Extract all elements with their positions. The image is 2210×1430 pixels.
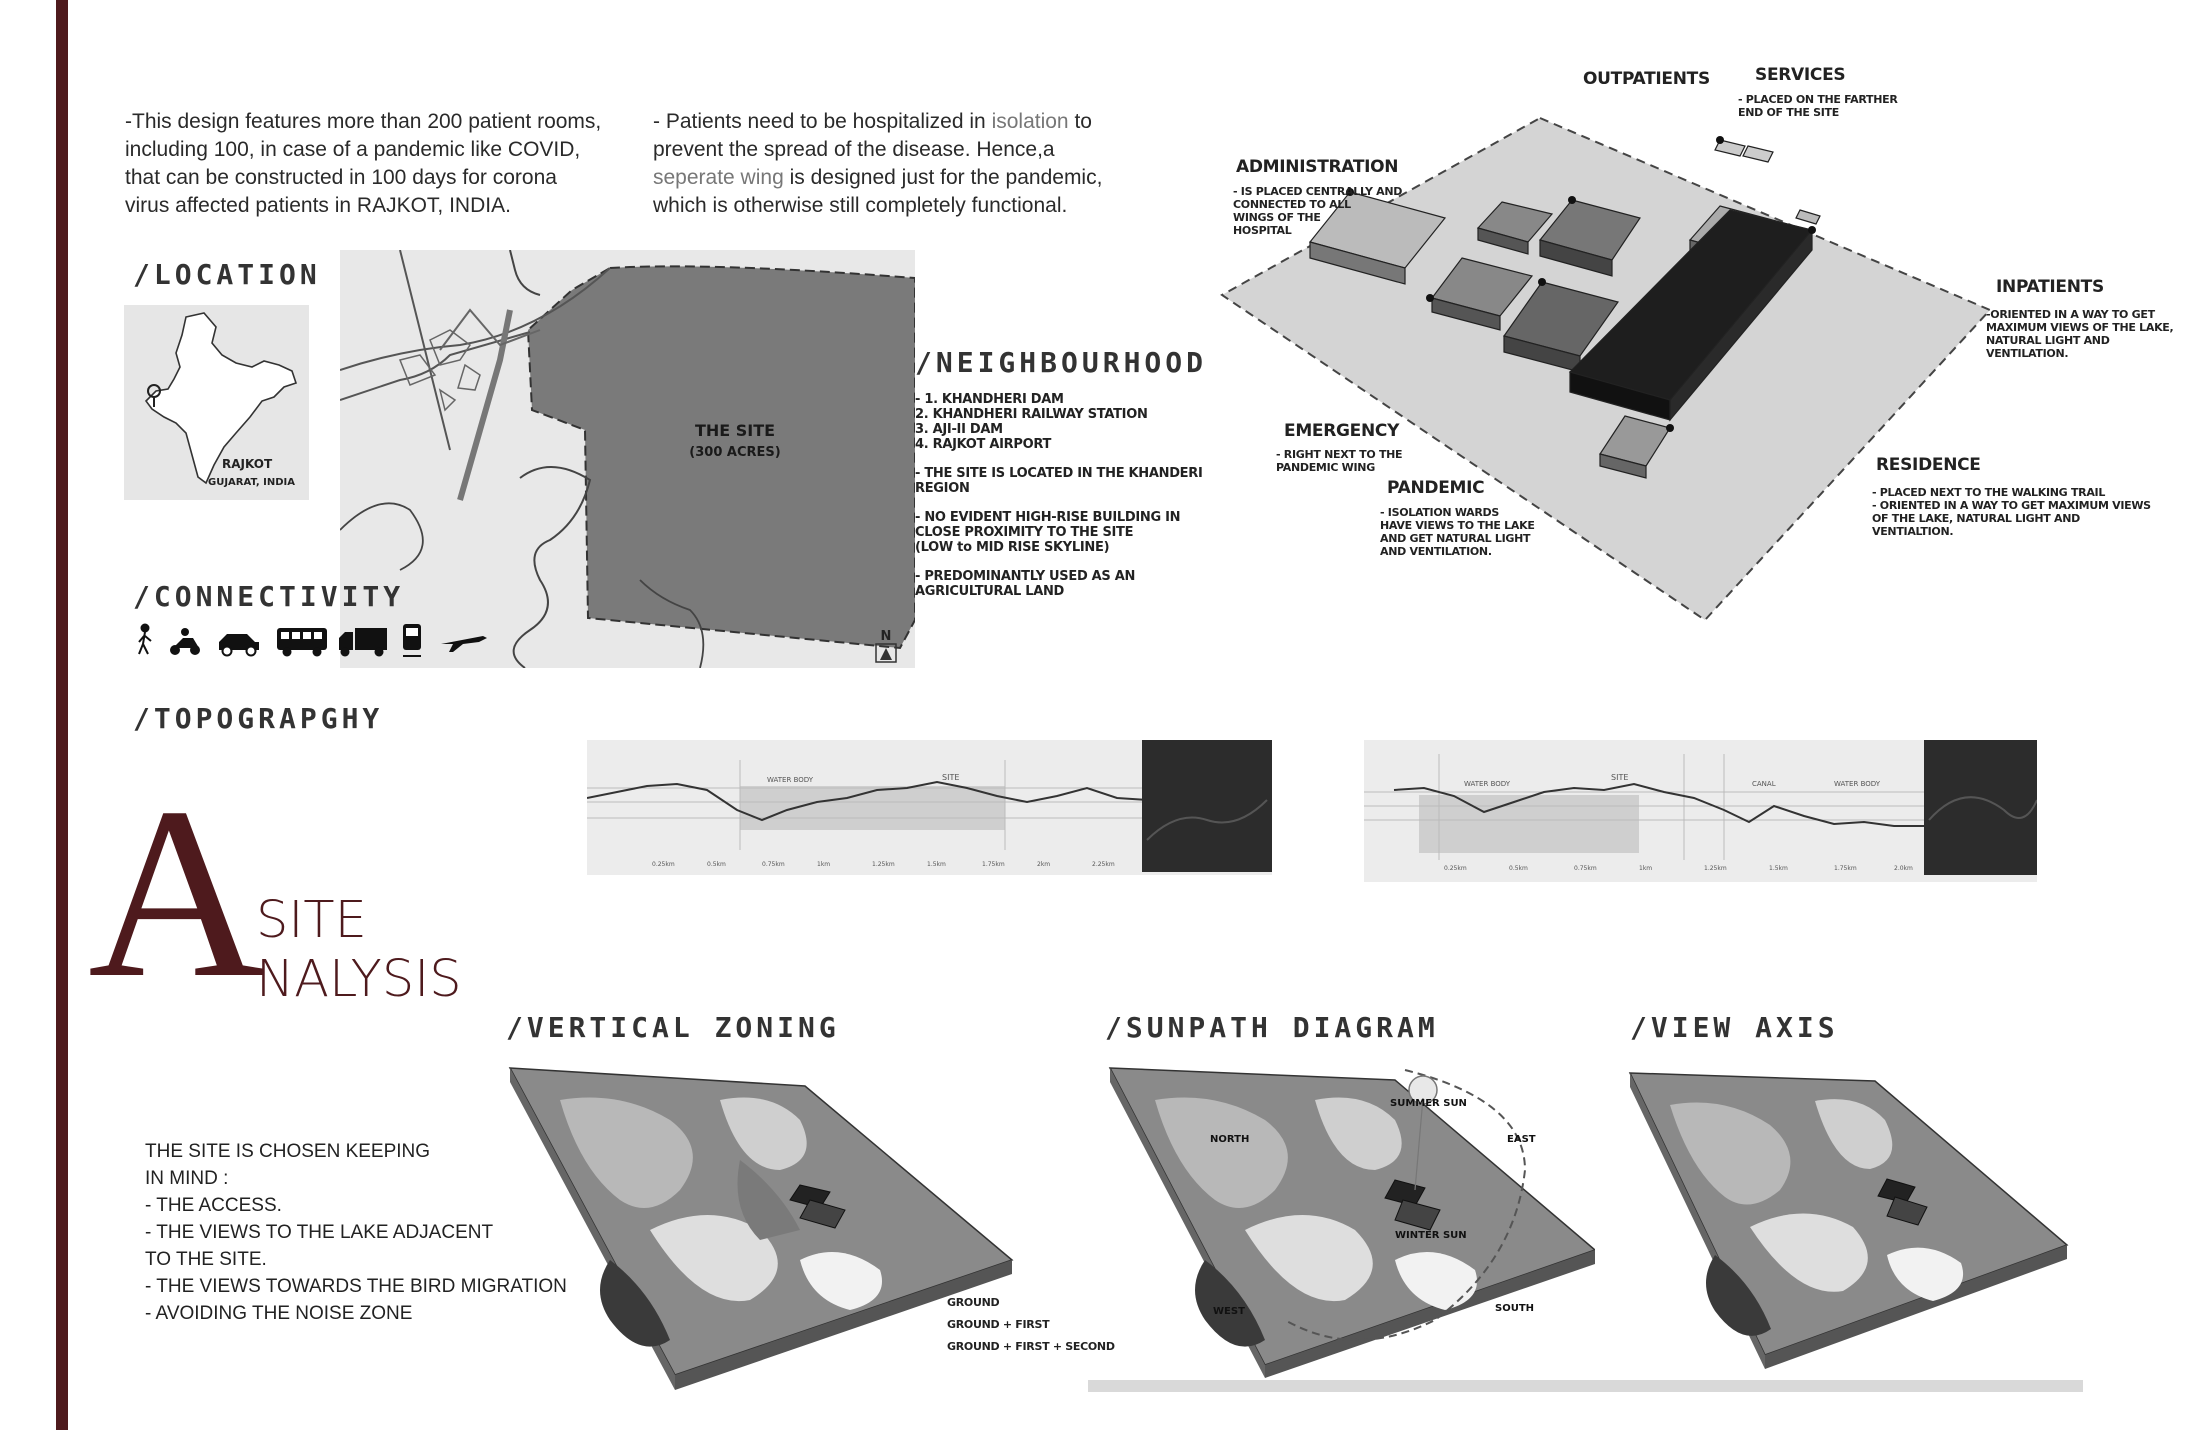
- administration-desc: - IS PLACED CENTRALLY AND CONNECTED TO ALL WINGS OF THE HOSPITAL: [1233, 185, 1403, 237]
- india-map: [124, 305, 309, 500]
- connectivity-heading: /CONNECTIVITY: [133, 580, 405, 613]
- site-label: THE SITE: [694, 421, 776, 440]
- baseline-strip: [1088, 1380, 2083, 1392]
- pandemic-title: PANDEMIC: [1387, 478, 1485, 498]
- bus-icon: [277, 628, 327, 657]
- legend-item: GROUND: [947, 1296, 1000, 1309]
- east-label: EAST: [1507, 1134, 1536, 1145]
- topo2-tick: 1.25km: [1704, 865, 1727, 872]
- neighbourhood-heading: /NEIGHBOURHOOD: [915, 346, 1208, 379]
- view-axis-heading: /VIEW AXIS: [1630, 1011, 1839, 1044]
- title-letter: A: [88, 757, 265, 1028]
- intro-text-1: -This design features more than 200 patient rooms, including 100, in case of a pandemic like COVID, that can be constructed in 100 days for corona virus affected patients in RAJKOT, INDIA.: [125, 110, 602, 217]
- topo1-tick: 1.75km: [982, 861, 1005, 868]
- topo2-label: CANAL: [1752, 780, 1776, 788]
- administration-title: ADMINISTRATION: [1236, 157, 1399, 177]
- topo1-tick: 1km: [817, 861, 831, 868]
- topo2-tick: 1.75km: [1834, 865, 1857, 872]
- topo2-tick: 0.75km: [1574, 865, 1597, 872]
- services-desc: - PLACED ON THE FARTHER END OF THE SITE: [1738, 93, 1898, 119]
- scooter-icon: [170, 628, 200, 655]
- train-icon: [403, 624, 421, 656]
- title-line-2: NALYSIS: [256, 950, 462, 1009]
- summer-sun-label: SUMMER SUN: [1390, 1098, 1467, 1109]
- map-state-label: GUJARAT, INDIA: [208, 477, 295, 488]
- emergency-title: EMERGENCY: [1284, 421, 1400, 441]
- topo1-tick: 1.25km: [872, 861, 895, 868]
- title-line-1: SITE: [256, 891, 367, 950]
- accent-bar: [56, 0, 68, 1430]
- topo2-tick: 0.25km: [1444, 865, 1467, 872]
- topography-heading: /TOPOGRAPGHY: [133, 702, 384, 735]
- topo1-tick: 0.5km: [707, 861, 726, 868]
- intro-text-2: - Patients need to be hospitalized in isolation to prevent the spread of the disease. Hence,a seperate wing is designed just for the pandemic, which is otherwise still completely functional.: [653, 110, 1103, 217]
- residence-title: RESIDENCE: [1876, 455, 1981, 475]
- topo1-tick: 0.75km: [762, 861, 785, 868]
- topo1-tick: 2km: [1037, 861, 1051, 868]
- map-city-label: RAJKOT: [222, 457, 273, 471]
- inpatients-title: INPATIENTS: [1996, 277, 2104, 297]
- car-icon: [219, 634, 259, 656]
- neighbourhood-item: - THE SITE IS LOCATED IN THE KHANDERI REGION: [915, 466, 1203, 496]
- site-choice-text: THE SITE IS CHOSEN KEEPING IN MIND : - THE ACCESS. - THE VIEWS TO THE LAKE ADJACENT TO THE SITE. - THE VIEWS TOWARDS THE BIRD MIGRATION - AVOIDING THE NOISE ZONE: [145, 1141, 567, 1324]
- satellite-image: [1142, 740, 1272, 872]
- residence-desc: - PLACED NEXT TO THE WALKING TRAIL - ORIENTED IN A WAY TO GET MAXIMUM VIEWS OF THE LAKE, NATURAL LIGHT AND VENTIALTION.: [1872, 486, 2151, 538]
- legend-item: GROUND + FIRST: [947, 1318, 1050, 1331]
- inpatients-desc: -ORIENTED IN A WAY TO GET MAXIMUM VIEWS OF THE LAKE, NATURAL LIGHT AND VENTILATION.: [1986, 308, 2174, 360]
- topo2-label: WATER BODY: [1834, 780, 1881, 788]
- vertical-zoning-legend: [947, 1292, 1115, 1358]
- topo2-label: WATER BODY: [1464, 780, 1511, 788]
- zoning-diagram: [1200, 100, 2020, 660]
- neighbourhood-list: [915, 392, 1215, 599]
- topo2-tick: 2.0km: [1894, 865, 1913, 872]
- north-label: NORTH: [1210, 1134, 1250, 1145]
- walk-icon: [139, 625, 151, 655]
- topo2-label: SITE: [1611, 773, 1629, 782]
- neighbourhood-item: - NO EVIDENT HIGH-RISE BUILDING IN CLOSE PROXIMITY TO THE SITE (LOW to MID RISE SKYLINE): [915, 510, 1181, 555]
- vertical-zoning-heading: /VERTICAL ZONING: [506, 1011, 840, 1044]
- topography-section-1: [587, 740, 1272, 875]
- topo1-tick: 2.25km: [1092, 861, 1115, 868]
- neighbourhood-item: - 1. KHANDHERI DAM 2. KHANDHERI RAILWAY STATION 3. AJI-II DAM 4. RAJKOT AIRPORT: [915, 392, 1148, 452]
- south-label: SOUTH: [1495, 1303, 1535, 1314]
- neighbourhood-item: - PREDOMINANTLY USED AS AN AGRICULTURAL LAND: [915, 569, 1136, 599]
- view-axis-model: [1625, 1065, 2075, 1370]
- sunpath-heading: /SUNPATH DIAGRAM: [1105, 1011, 1439, 1044]
- topo1-tick: 1.5km: [927, 861, 946, 868]
- topo1-label: SITE: [942, 773, 960, 782]
- truck-icon: [339, 628, 387, 657]
- topography-section-2: [1364, 740, 2037, 882]
- transport-icons: [133, 620, 493, 660]
- services-title: SERVICES: [1755, 65, 1846, 85]
- site-area-label: (300 ACRES): [689, 445, 781, 460]
- topo1-tick: 0.25km: [652, 861, 675, 868]
- sunpath-model: [1105, 1060, 1595, 1380]
- topo2-tick: 1km: [1639, 865, 1653, 872]
- topo2-tick: 1.5km: [1769, 865, 1788, 872]
- legend-item: GROUND + FIRST + SECOND: [947, 1340, 1115, 1353]
- winter-sun-label: WINTER SUN: [1395, 1230, 1467, 1241]
- pandemic-desc: - ISOLATION WARDS HAVE VIEWS TO THE LAKE AND GET NATURAL LIGHT AND VENTILATION.: [1380, 506, 1535, 558]
- topo1-label: WATER BODY: [767, 776, 814, 784]
- site-map: [340, 250, 915, 668]
- west-label: WEST: [1213, 1306, 1245, 1317]
- emergency-desc: - RIGHT NEXT TO THE PANDEMIC WING: [1276, 448, 1403, 474]
- topo2-tick: 0.5km: [1509, 865, 1528, 872]
- airplane-icon: [441, 636, 487, 652]
- north-label: N: [880, 629, 892, 644]
- outpatients-label: OUTPATIENTS: [1583, 69, 1710, 89]
- location-heading: /LOCATION: [133, 258, 321, 291]
